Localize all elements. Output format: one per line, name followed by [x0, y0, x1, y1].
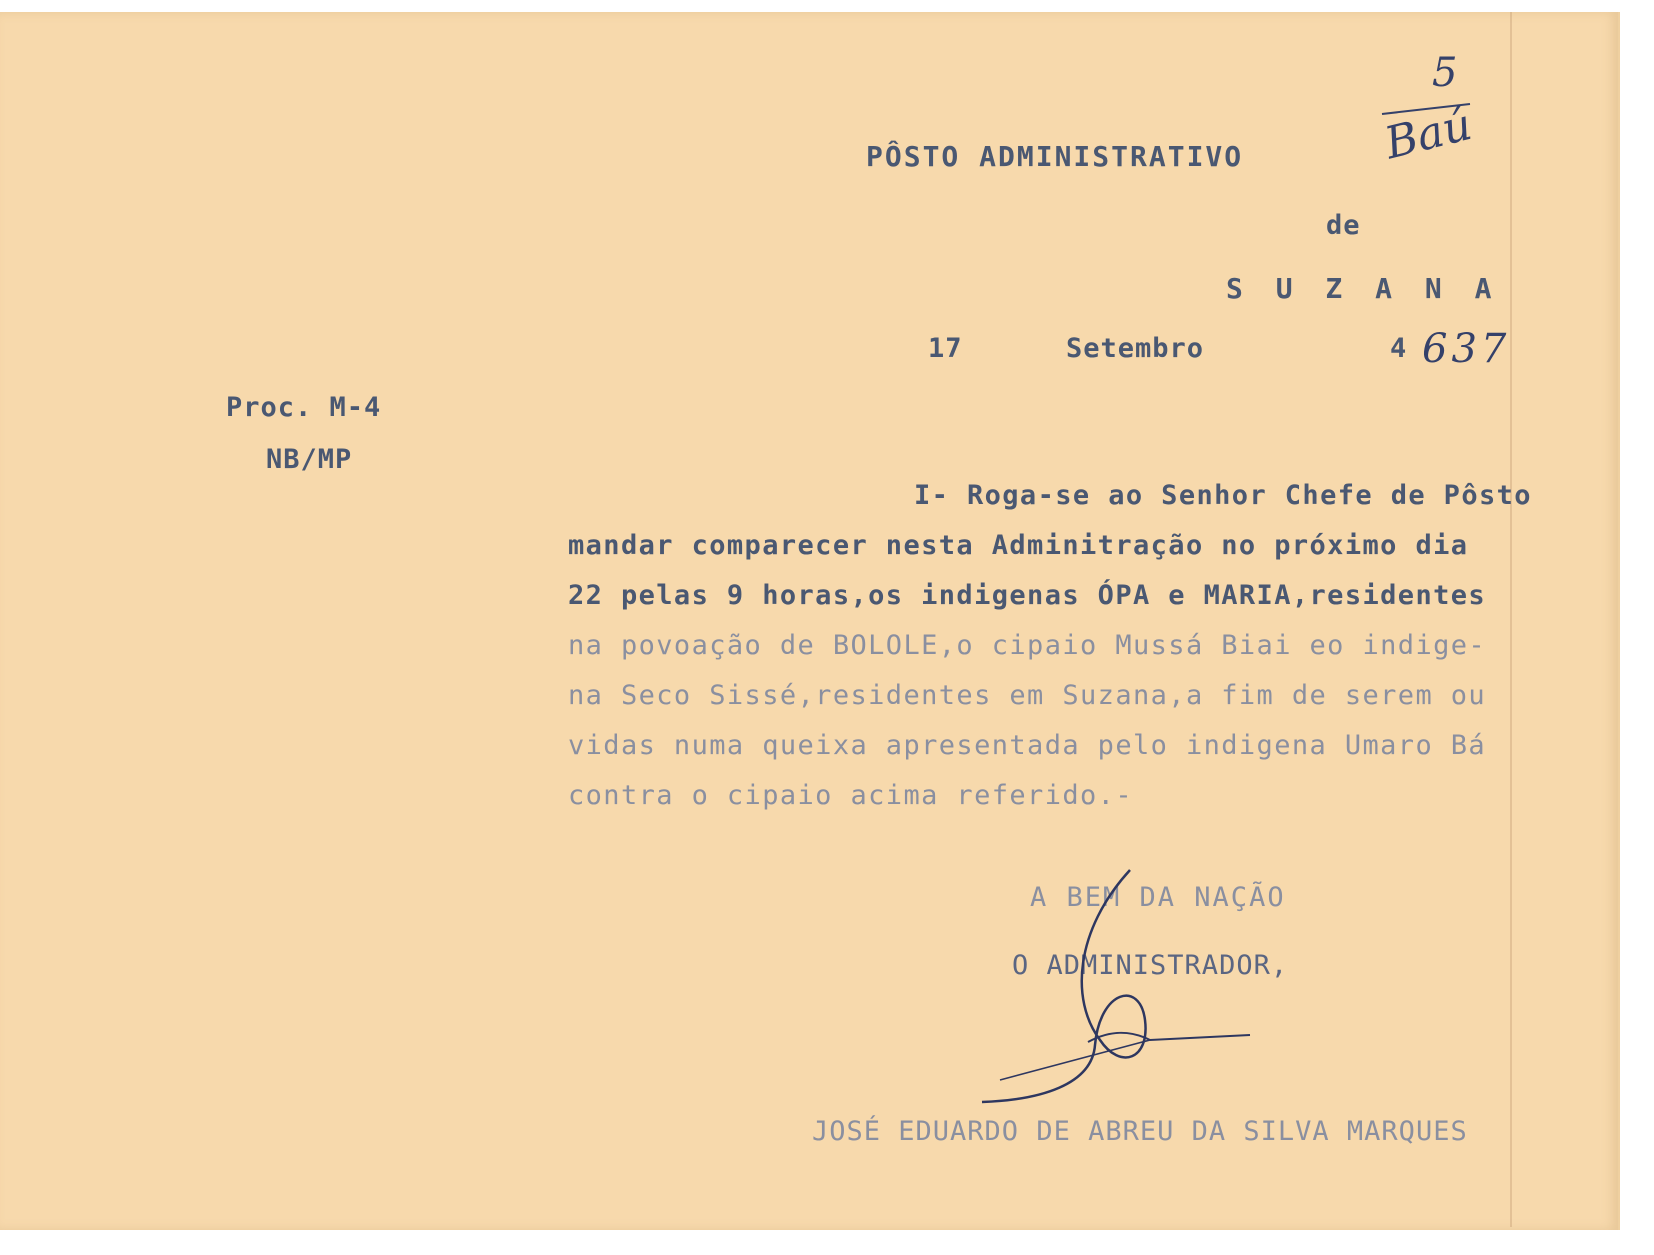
body-line-6: vidas numa queixa apresentada pelo indigena Umaro Bá	[568, 730, 1487, 761]
body-line-7: contra o cipaio acima referido.-	[568, 780, 1133, 811]
paper-fold-line	[1510, 12, 1512, 1227]
header-place: S U Z A N A	[1226, 272, 1500, 305]
signature	[980, 870, 1260, 1110]
date-month: Setembro	[1066, 333, 1205, 364]
document-paper	[0, 12, 1620, 1230]
header-de: de	[1326, 210, 1361, 241]
body-line-3: 22 pelas 9 horas,os indigenas ÓPA e MARIA,residentes	[568, 580, 1487, 611]
closing-salutation: A BEM DA NAÇÃO	[1030, 882, 1286, 913]
margin-note-word: Baú	[1380, 98, 1477, 170]
closing-name: JOSÉ EDUARDO DE ABREU DA SILVA MARQUES	[812, 1116, 1468, 1147]
margin-note-number: 5	[1432, 50, 1458, 96]
date-year-typed: 4	[1390, 333, 1408, 364]
body-line-5: na Seco Sissé,residentes em Suzana,a fim de serem ou	[568, 680, 1487, 711]
date-year-handwritten: 637	[1422, 326, 1511, 372]
reference-proc: Proc. M-4	[226, 392, 382, 423]
date-day: 17	[928, 333, 963, 364]
closing-title: O ADMINISTRADOR,	[1012, 950, 1289, 981]
reference-initials: NB/MP	[266, 444, 353, 475]
header-title: PÔSTO ADMINISTRATIVO	[866, 140, 1244, 173]
body-line-2: mandar comparecer nesta Adminitração no próximo dia	[568, 530, 1469, 561]
body-line-1: I- Roga-se ao Senhor Chefe de Pôsto	[914, 480, 1532, 511]
body-line-4: na povoação de BOLOLE,o cipaio Mussá Biai eo indige-	[568, 630, 1487, 661]
